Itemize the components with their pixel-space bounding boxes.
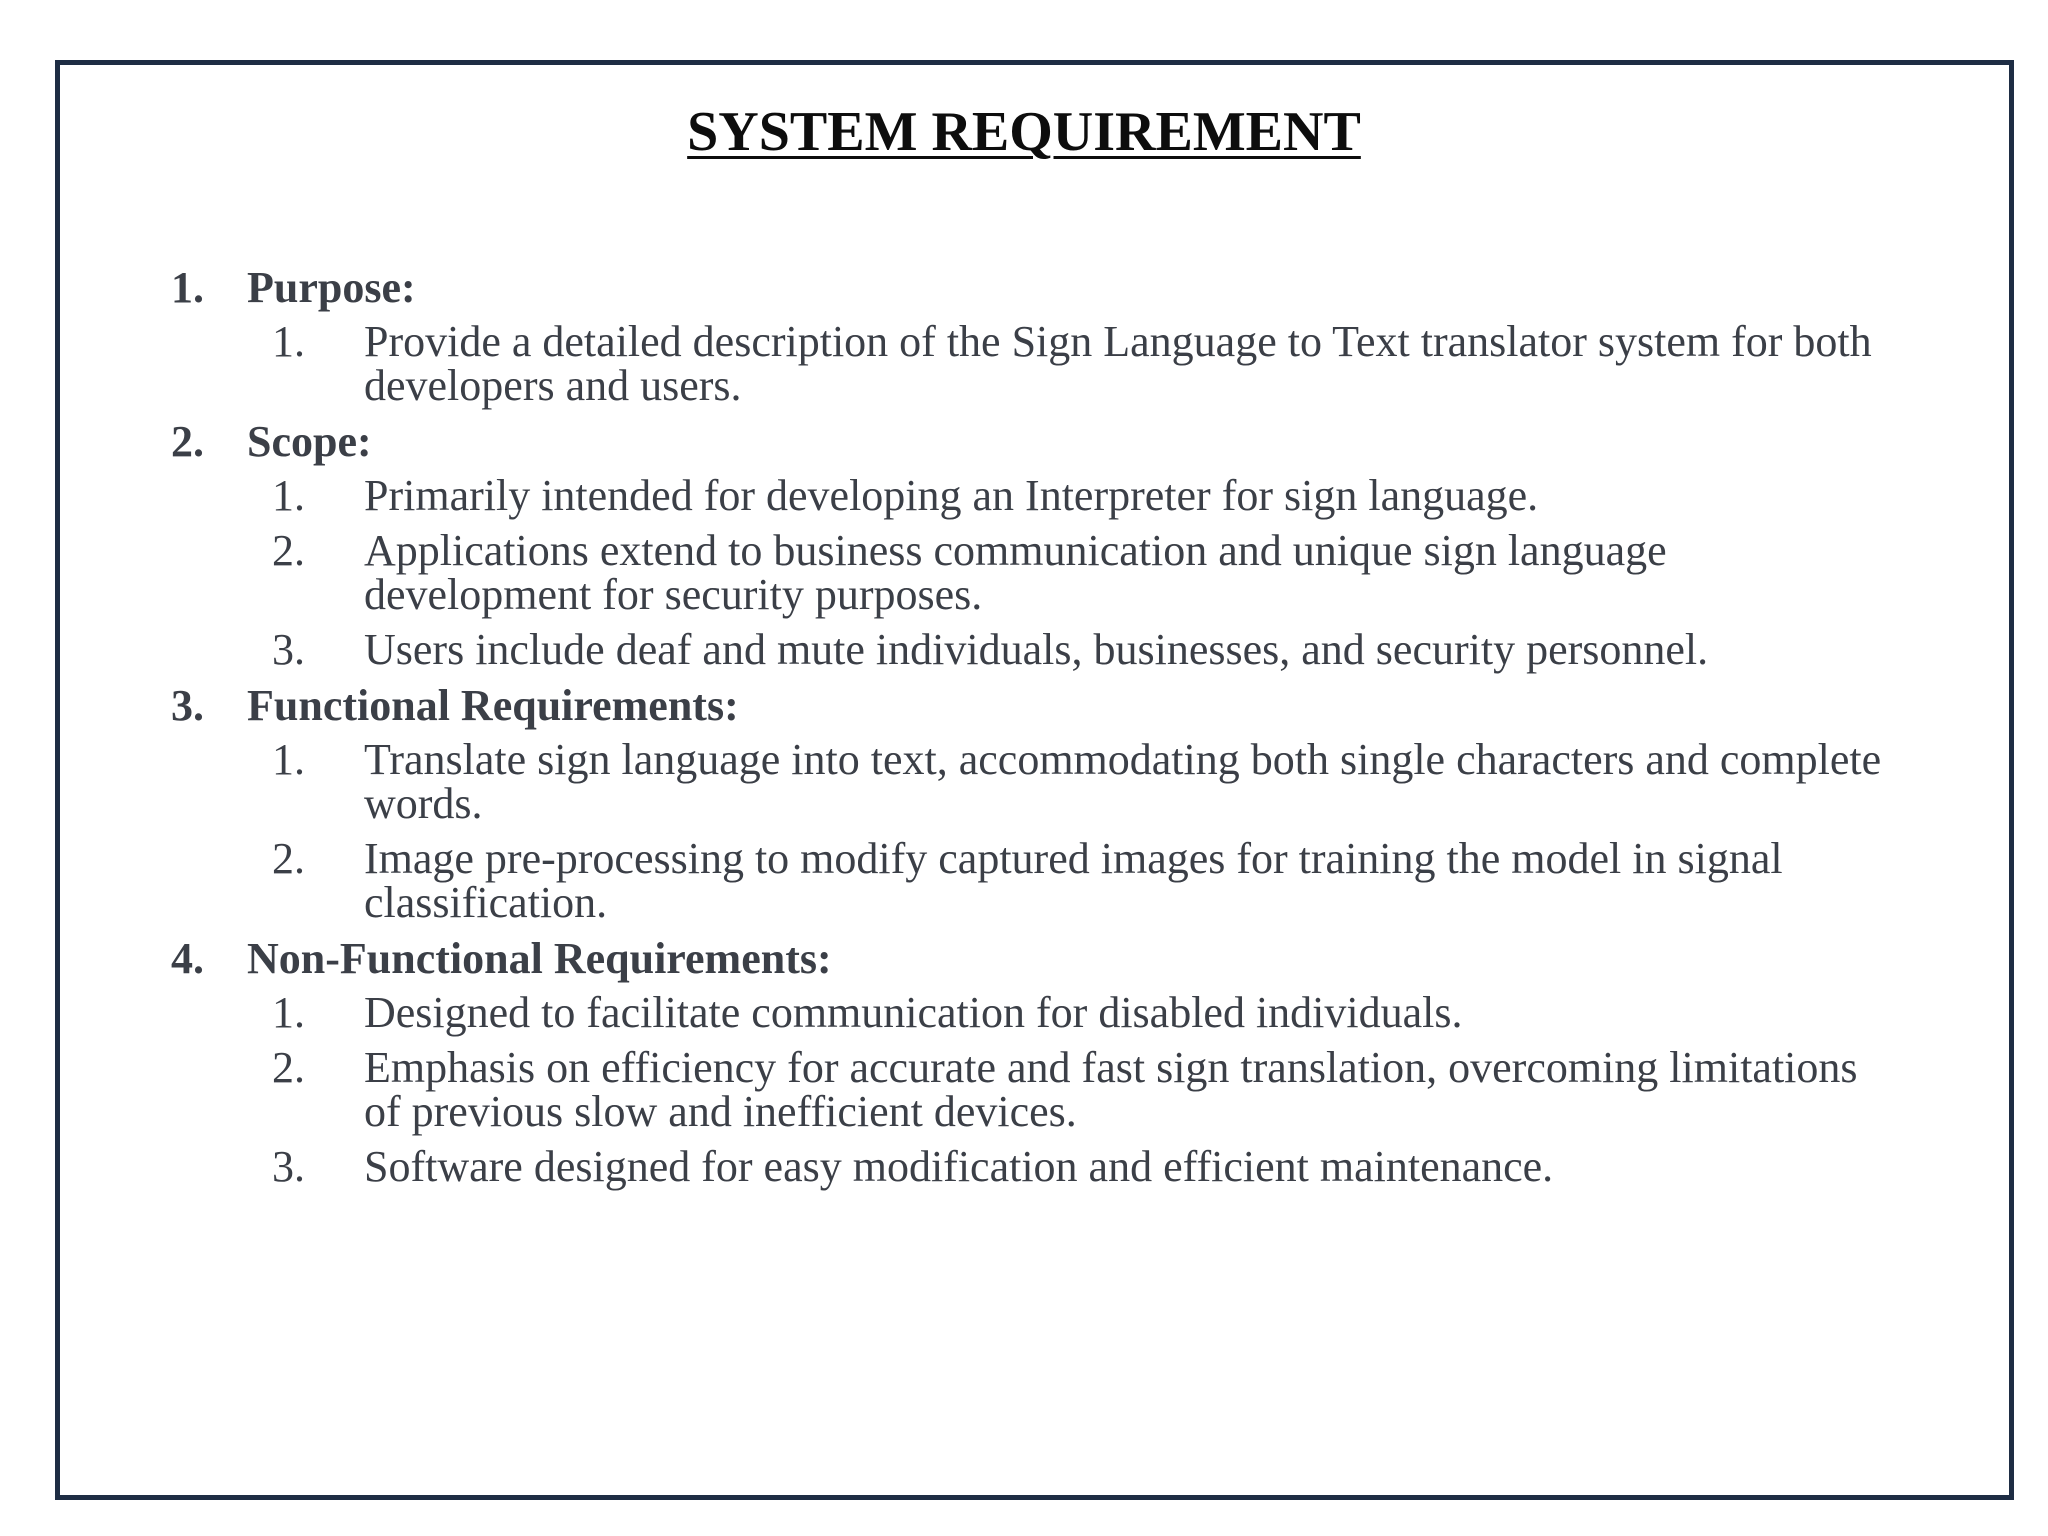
- list-item: [167, 1140, 1887, 1195]
- section-title: Purpose:: [247, 263, 416, 312]
- item-text: Translate sign language into text, accommodating both single characters and complete words.: [364, 735, 1882, 828]
- item-text: Software designed for easy modification and efficient maintenance.: [364, 1142, 1554, 1191]
- page-title-text: SYSTEM REQUIREMENT: [687, 101, 1361, 163]
- item-text: Users include deaf and mute individuals, businesses, and security personnel.: [364, 625, 1709, 674]
- section-title: Scope:: [247, 417, 372, 466]
- list-item: [167, 623, 1887, 678]
- item-number: 1.: [272, 471, 305, 520]
- item-number: 3.: [272, 1142, 305, 1191]
- list-item: [167, 733, 1887, 832]
- section-title: Functional Requirements:: [247, 681, 739, 730]
- page-title: [0, 98, 2048, 166]
- item-text: Designed to facilitate communication for disabled individuals.: [364, 988, 1463, 1037]
- list-item: [167, 986, 1887, 1041]
- section-heading: [167, 414, 1887, 469]
- list-item: [167, 1041, 1887, 1140]
- list-item: [167, 524, 1887, 623]
- section-number: 4.: [171, 934, 204, 983]
- section-number: 2.: [171, 417, 204, 466]
- list-item: [167, 469, 1887, 524]
- item-text: Provide a detailed description of the Sign Language to Text translator system for both developers and users.: [364, 317, 1872, 410]
- item-number: 1.: [272, 317, 305, 366]
- section-title: Non-Functional Requirements:: [247, 934, 832, 983]
- item-text: Emphasis on efficiency for accurate and fast sign translation, overcoming limitations of previous slow and inefficient devices.: [364, 1043, 1858, 1136]
- section-number: 1.: [171, 263, 204, 312]
- item-text: Image pre-processing to modify captured images for training the model in signal classification.: [364, 834, 1783, 927]
- item-text: Primarily intended for developing an Interpreter for sign language.: [364, 471, 1539, 520]
- requirements-list: [167, 260, 1887, 1195]
- section-heading: [167, 678, 1887, 733]
- item-number: 2.: [272, 526, 305, 575]
- item-number: 3.: [272, 625, 305, 674]
- item-number: 1.: [272, 735, 305, 784]
- item-text: Applications extend to business communication and unique sign language development for security purposes.: [364, 526, 1667, 619]
- section-number: 3.: [171, 681, 204, 730]
- section-heading: [167, 931, 1887, 986]
- item-number: 2.: [272, 1043, 305, 1092]
- section-heading: [167, 260, 1887, 315]
- list-item: [167, 315, 1887, 414]
- list-item: [167, 832, 1887, 931]
- item-number: 2.: [272, 834, 305, 883]
- item-number: 1.: [272, 988, 305, 1037]
